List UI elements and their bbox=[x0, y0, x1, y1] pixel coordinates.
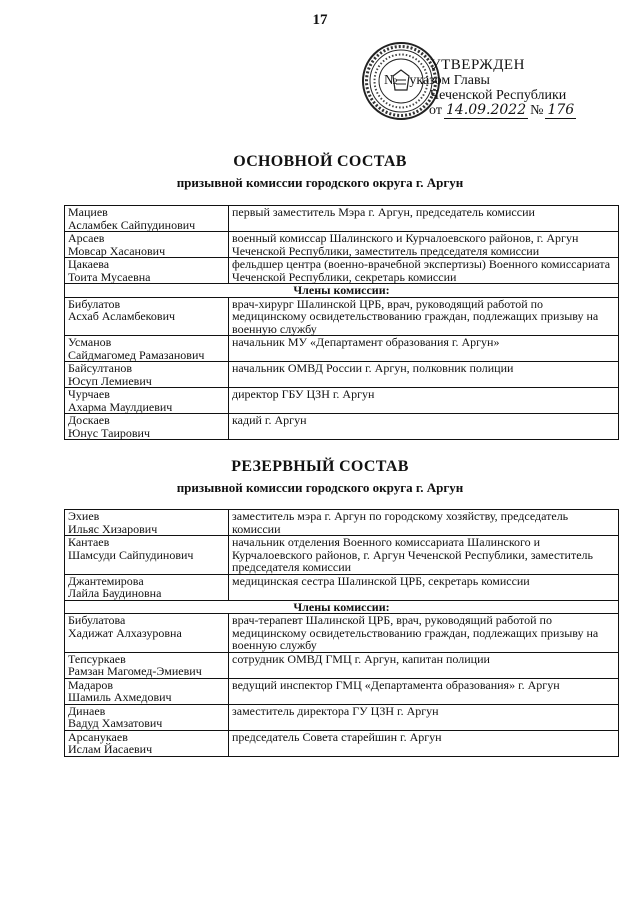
approval-decree-text: указом Главы bbox=[409, 73, 490, 88]
name-cell: Эхиев Ильяс Хизарович bbox=[65, 510, 229, 536]
table-row bbox=[65, 678, 619, 704]
role-cell: начальник отделения Военного комиссариата Шалинского и Курчалоевского районов, г. Аргун Чеченской Республики, заместитель председателя комиссии bbox=[229, 536, 619, 575]
name-cell: Доскаев Юнус Таирович bbox=[65, 414, 229, 440]
reserve-composition-table bbox=[64, 509, 619, 757]
role-cell: директор ГБУ ЦЗН г. Аргун bbox=[229, 388, 619, 414]
approval-no-label: № bbox=[384, 73, 398, 88]
name-cell: Мадаров Шамиль Ахмедович bbox=[65, 678, 229, 704]
table-row bbox=[65, 536, 619, 575]
table-row bbox=[65, 297, 619, 336]
main-section-title: ОСНОВНОЙ СОСТАВ bbox=[233, 153, 407, 170]
table-row bbox=[65, 232, 619, 258]
name-cell: Динаев Вадуд Хамзатович bbox=[65, 704, 229, 730]
table-row bbox=[65, 704, 619, 730]
table-row bbox=[65, 258, 619, 284]
approval-date-line bbox=[429, 103, 630, 119]
members-header-row bbox=[65, 600, 619, 614]
role-cell: председатель Совета старейшин г. Аргун bbox=[229, 730, 619, 756]
name-cell: Арсаев Мовсар Хасанович bbox=[65, 232, 229, 258]
role-cell: заместитель директора ГУ ЦЗН г. Аргун bbox=[229, 704, 619, 730]
approval-date-prefix: от bbox=[429, 103, 442, 118]
name-cell: Чурчаев Ахарма Маулдиевич bbox=[65, 388, 229, 414]
approval-line-1 bbox=[384, 73, 630, 88]
table-row bbox=[65, 206, 619, 232]
approval-number: 176 bbox=[547, 102, 575, 118]
reserve-section-subtitle: призывной комиссии городского округа г. Аргун bbox=[176, 480, 464, 495]
table-row bbox=[65, 510, 619, 536]
approval-number-label: № bbox=[530, 103, 544, 118]
table-row bbox=[65, 730, 619, 756]
approval-date: 14.09.2022 bbox=[445, 102, 527, 118]
table-row bbox=[65, 336, 619, 362]
members-label: Члены комиссии: bbox=[65, 600, 619, 614]
role-cell: сотрудник ОМВД ГМЦ г. Аргун, капитан полиции bbox=[229, 652, 619, 678]
members-label: Члены комиссии: bbox=[65, 284, 619, 298]
table-row bbox=[65, 614, 619, 653]
role-cell: ведущий инспектор ГМЦ «Департамента образования» г. Аргун bbox=[229, 678, 619, 704]
role-cell: фельдшер центра (военно-врачебной экспертизы) Военного комиссариата Чеченской Республики, секретарь комиссии bbox=[229, 258, 619, 284]
name-cell: Арсанукаев Ислам Йасаевич bbox=[65, 730, 229, 756]
role-cell: военный комиссар Шалинского и Курчалоевского районов, г. Аргун Чеченской Республики, заместитель председателя комиссии bbox=[229, 232, 619, 258]
name-cell: Кантаев Шамсуди Сайпудинович bbox=[65, 536, 229, 575]
role-cell: медицинская сестра Шалинской ЦРБ, секретарь комиссии bbox=[229, 574, 619, 600]
approval-heading: УТВЕРЖДЕН bbox=[430, 57, 525, 73]
page-number: 17 bbox=[312, 12, 328, 28]
name-cell: Усманов Сайдмагомед Рамазанович bbox=[65, 336, 229, 362]
name-cell: Бибулатова Хадижат Алхазуровна bbox=[65, 614, 229, 653]
name-cell: Байсултанов Юсуп Лемиевич bbox=[65, 362, 229, 388]
role-cell: заместитель мэра г. Аргун по городскому хозяйству, председатель комиссии bbox=[229, 510, 619, 536]
table-row bbox=[65, 414, 619, 440]
role-cell: первый заместитель Мэра г. Аргун, председатель комиссии bbox=[229, 206, 619, 232]
approval-line-2: Чеченской Республики bbox=[430, 88, 567, 103]
role-cell: кадий г. Аргун bbox=[229, 414, 619, 440]
name-cell: Цакаева Тоита Мусаевна bbox=[65, 258, 229, 284]
role-cell: врач-хирург Шалинской ЦРБ, врач, руководящий работой по медицинскому освидетельствованию граждан, подлежащих призыву на военную службу bbox=[229, 297, 619, 336]
reserve-section-title: РЕЗЕРВНЫЙ СОСТАВ bbox=[231, 458, 409, 475]
name-cell: Бибулатов Асхаб Асламбекович bbox=[65, 297, 229, 336]
name-cell: Мациев Асламбек Сайпудинович bbox=[65, 206, 229, 232]
name-cell: Джантемирова Лайла Баудиновна bbox=[65, 574, 229, 600]
table-row bbox=[65, 362, 619, 388]
approval-block bbox=[384, 57, 630, 119]
role-cell: начальник ОМВД России г. Аргун, полковник полиции bbox=[229, 362, 619, 388]
role-cell: начальник МУ «Департамент образования г. Аргун» bbox=[229, 336, 619, 362]
table-row bbox=[65, 652, 619, 678]
name-cell: Тепсуркаев Рамзан Магомед-Эмиевич bbox=[65, 652, 229, 678]
main-composition-table bbox=[64, 205, 619, 440]
table-row bbox=[65, 574, 619, 600]
table-row bbox=[65, 388, 619, 414]
members-header-row bbox=[65, 284, 619, 298]
main-section-subtitle: призывной комиссии городского округа г. Аргун bbox=[176, 175, 464, 190]
role-cell: врач-терапевт Шалинской ЦРБ, врач, руководящий работой по медицинскому освидетельствованию граждан, подлежащих призыву на военную службу bbox=[229, 614, 619, 653]
